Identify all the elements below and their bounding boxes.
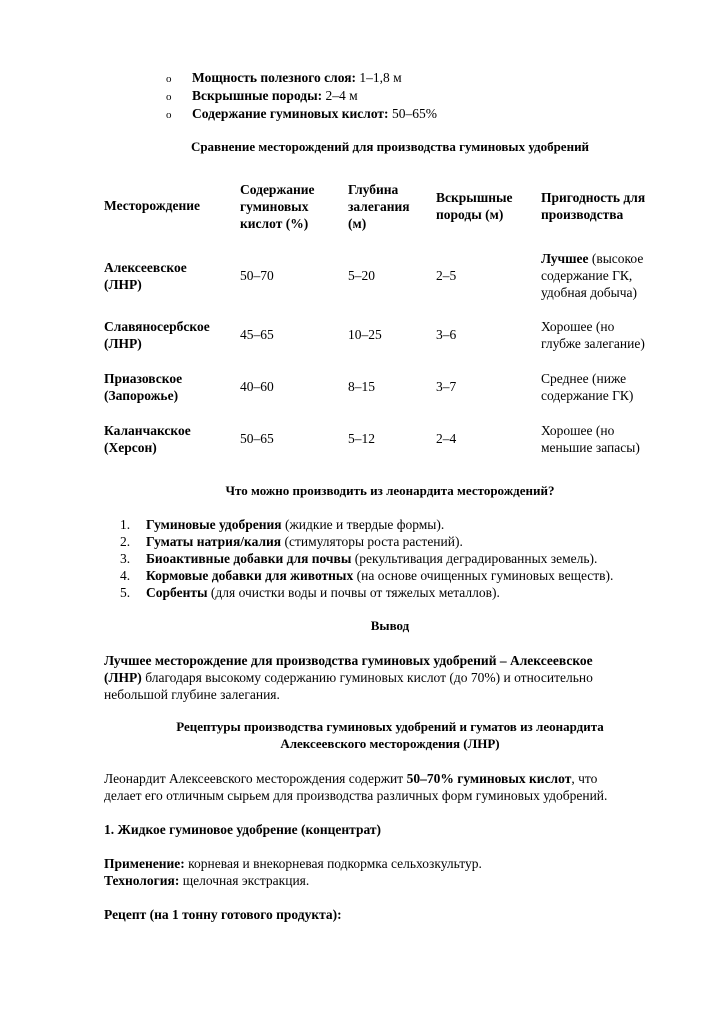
deposit-parameters-list [166, 69, 437, 123]
table-cell-suitability: Среднее (ниже содержание ГК) [541, 371, 634, 403]
header-suitability: Пригодность для производства [541, 190, 646, 222]
table-cell-overburden: 2–4 [436, 431, 457, 446]
list-item: 3. Биоактивные добавки для почвы (рекультивация деградированных земель). [120, 551, 598, 566]
table-cell-acid: 50–70 [240, 268, 274, 283]
table-cell-acid: 40–60 [240, 379, 274, 394]
table-cell-overburden: 2–5 [436, 268, 457, 283]
recipes-intro: Леонардит Алексеевского месторождения содержит 50–70% гуминовых кислот, что делает его отличным сырьем для производства различных форм гуминовых удобрений. [104, 771, 608, 803]
bullet-marker: o [166, 91, 172, 103]
table-cell-acid: 45–65 [240, 327, 274, 342]
table-cell-suitability: Лучшее (высокое содержание ГК, удобная добыча) [541, 251, 644, 300]
table-cell-overburden: 3–6 [436, 327, 457, 342]
list-item: o Мощность полезного слоя: 1–1,8 м [166, 69, 437, 87]
conclusion-heading: Вывод [370, 618, 410, 633]
conclusion-paragraph: Лучшее месторождение для производства гуминовых удобрений – Алексеевское (ЛНР) благодаря высокому содержанию гуминовых кислот (до 70%) и относительно небольшой глубине залегания. [104, 653, 593, 702]
table-row-name: Славяносербское (ЛНР) [104, 319, 210, 351]
list-item: o Содержание гуминовых кислот: 50–65% [166, 105, 437, 123]
section-details: Применение: корневая и внекорневая подкормка сельхозкультур. Технология: щелочная экстракция. [104, 856, 482, 888]
table-row-name: Каланчакское (Херсон) [104, 423, 191, 455]
section-title: 1. Жидкое гуминовое удобрение (концентрат) [104, 822, 382, 837]
header-depth: Глубина залегания (м) [348, 182, 410, 231]
recipe-label: Рецепт (на 1 тонну готового продукта): [104, 907, 342, 922]
products-heading: Что можно производить из леонардита месторождений? [225, 483, 555, 498]
table-title: Сравнение месторождений для производства гуминовых удобрений [190, 139, 590, 154]
header-acid-content: Содержание гуминовых кислот (%) [240, 182, 315, 231]
table-cell-suitability: Хорошее (но глубже залегание) [541, 319, 645, 351]
table-row-name: Приазовское (Запорожье) [104, 371, 183, 403]
products-list [120, 516, 613, 601]
recipes-heading: Рецептуры производства гуминовых удобрений и гуматов из леонардита Алексеевского месторождения (ЛНР) [176, 719, 604, 751]
header-overburden: Вскрышные породы (м) [436, 190, 513, 222]
table-cell-depth: 5–12 [348, 431, 375, 446]
bullet-marker: o [166, 109, 172, 121]
list-item: 4. Кормовые добавки для животных (на основе очищенных гуминовых веществ). [120, 568, 614, 583]
list-item: 5. Сорбенты (для очистки воды и почвы от тяжелых металлов). [120, 585, 500, 600]
table-cell-suitability: Хорошее (но меньшие запасы) [541, 423, 640, 455]
table-cell-acid: 50–65 [240, 431, 274, 446]
list-item: o Вскрышные породы: 2–4 м [166, 87, 437, 105]
table-cell-depth: 8–15 [348, 379, 375, 394]
table-cell-depth: 10–25 [348, 327, 382, 342]
list-item: 1. Гуминовые удобрения (жидкие и твердые формы). [120, 517, 445, 532]
table-row-name: Алексеевское (ЛНР) [104, 260, 187, 292]
table-cell-depth: 5–20 [348, 268, 375, 283]
header-deposit: Месторождение [104, 198, 200, 213]
bullet-marker: o [166, 73, 172, 85]
list-item: 2. Гуматы натрия/калия (стимуляторы роста растений). [120, 534, 463, 549]
table-cell-overburden: 3–7 [436, 379, 457, 394]
